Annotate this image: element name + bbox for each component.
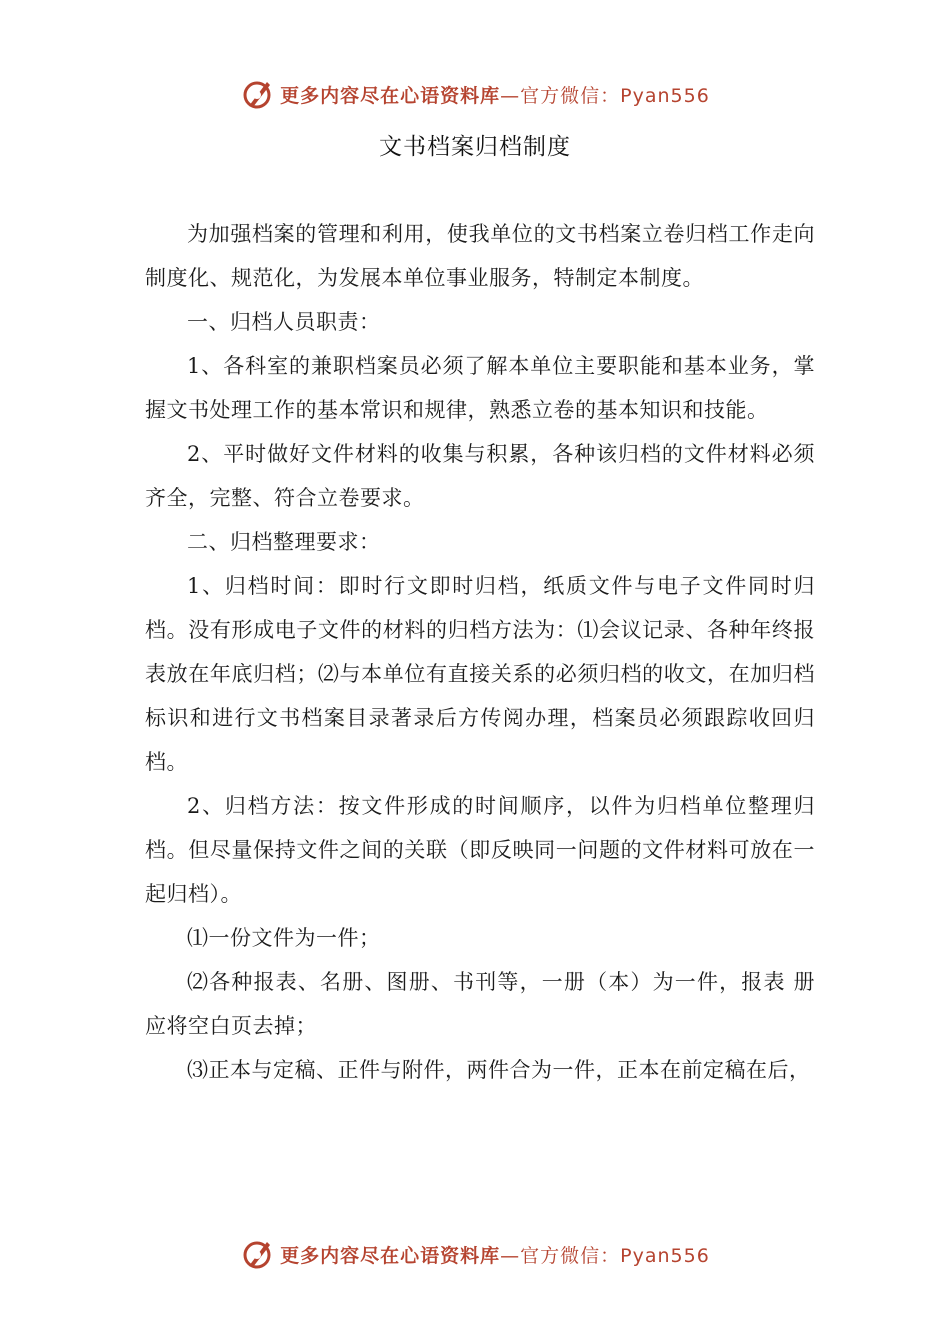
heading-section-2: 二、归档整理要求： — [187, 530, 381, 554]
document-title: 文书档案归档制度 — [379, 134, 571, 160]
footer-watermark — [0, 1234, 950, 1274]
paragraph-2-2: 2、归档方法：按文件形成的时间顺序，以件为归档单位整理归档。但尽量保持文件之间的关联（即反映同一问题的文件材料可放在一起归档）。 — [145, 794, 815, 906]
watermark-brand: 更多内容尽在心语资料库 — [280, 84, 501, 107]
watermark-suffix: —官方微信：Pyan556 — [500, 84, 710, 107]
document-body — [145, 212, 815, 1092]
list-item-3: ⑶正本与定稿、正件与附件，两件合为一件，正本在前定稿在后， — [187, 1058, 811, 1082]
paragraph-2-1: 1、归档时间：即时行文即时归档，纸质文件与电子文件同时归档。没有形成电子文件的材料的归档方法为：⑴会议记录、各种年终报表放在年底归档；⑵与本单位有直接关系的必须归档的收文，在加归档标识和进行文书档案目录著录后方传阅办理，档案员必须跟踪收回归档。 — [145, 574, 815, 774]
list-item-2: ⑵各种报表、名册、图册、书刊等，一册（本）为一件，报表 册应将空白页去掉； — [145, 970, 815, 1038]
quill-logo-icon — [240, 1236, 276, 1272]
paragraph-1-2: 2、平时做好文件材料的收集与积累，各种该归档的文件材料必须齐全，完整、符合立卷要求。 — [145, 442, 815, 510]
quill-logo-icon — [240, 76, 276, 112]
watermark-brand: 更多内容尽在心语资料库 — [280, 1244, 501, 1267]
watermark-suffix: —官方微信：Pyan556 — [500, 1244, 710, 1267]
header-watermark — [0, 74, 950, 114]
paragraph-intro: 为加强档案的管理和利用，使我单位的文书档案立卷归档工作走向制度化、规范化，为发展本单位事业服务，特制定本制度。 — [145, 222, 815, 290]
paragraph-1-1: 1、各科室的兼职档案员必须了解本单位主要职能和基本业务，掌握文书处理工作的基本常识和规律，熟悉立卷的基本知识和技能。 — [145, 354, 815, 422]
list-item-1: ⑴一份文件为一件； — [187, 926, 381, 950]
heading-section-1: 一、归档人员职责： — [187, 310, 381, 334]
